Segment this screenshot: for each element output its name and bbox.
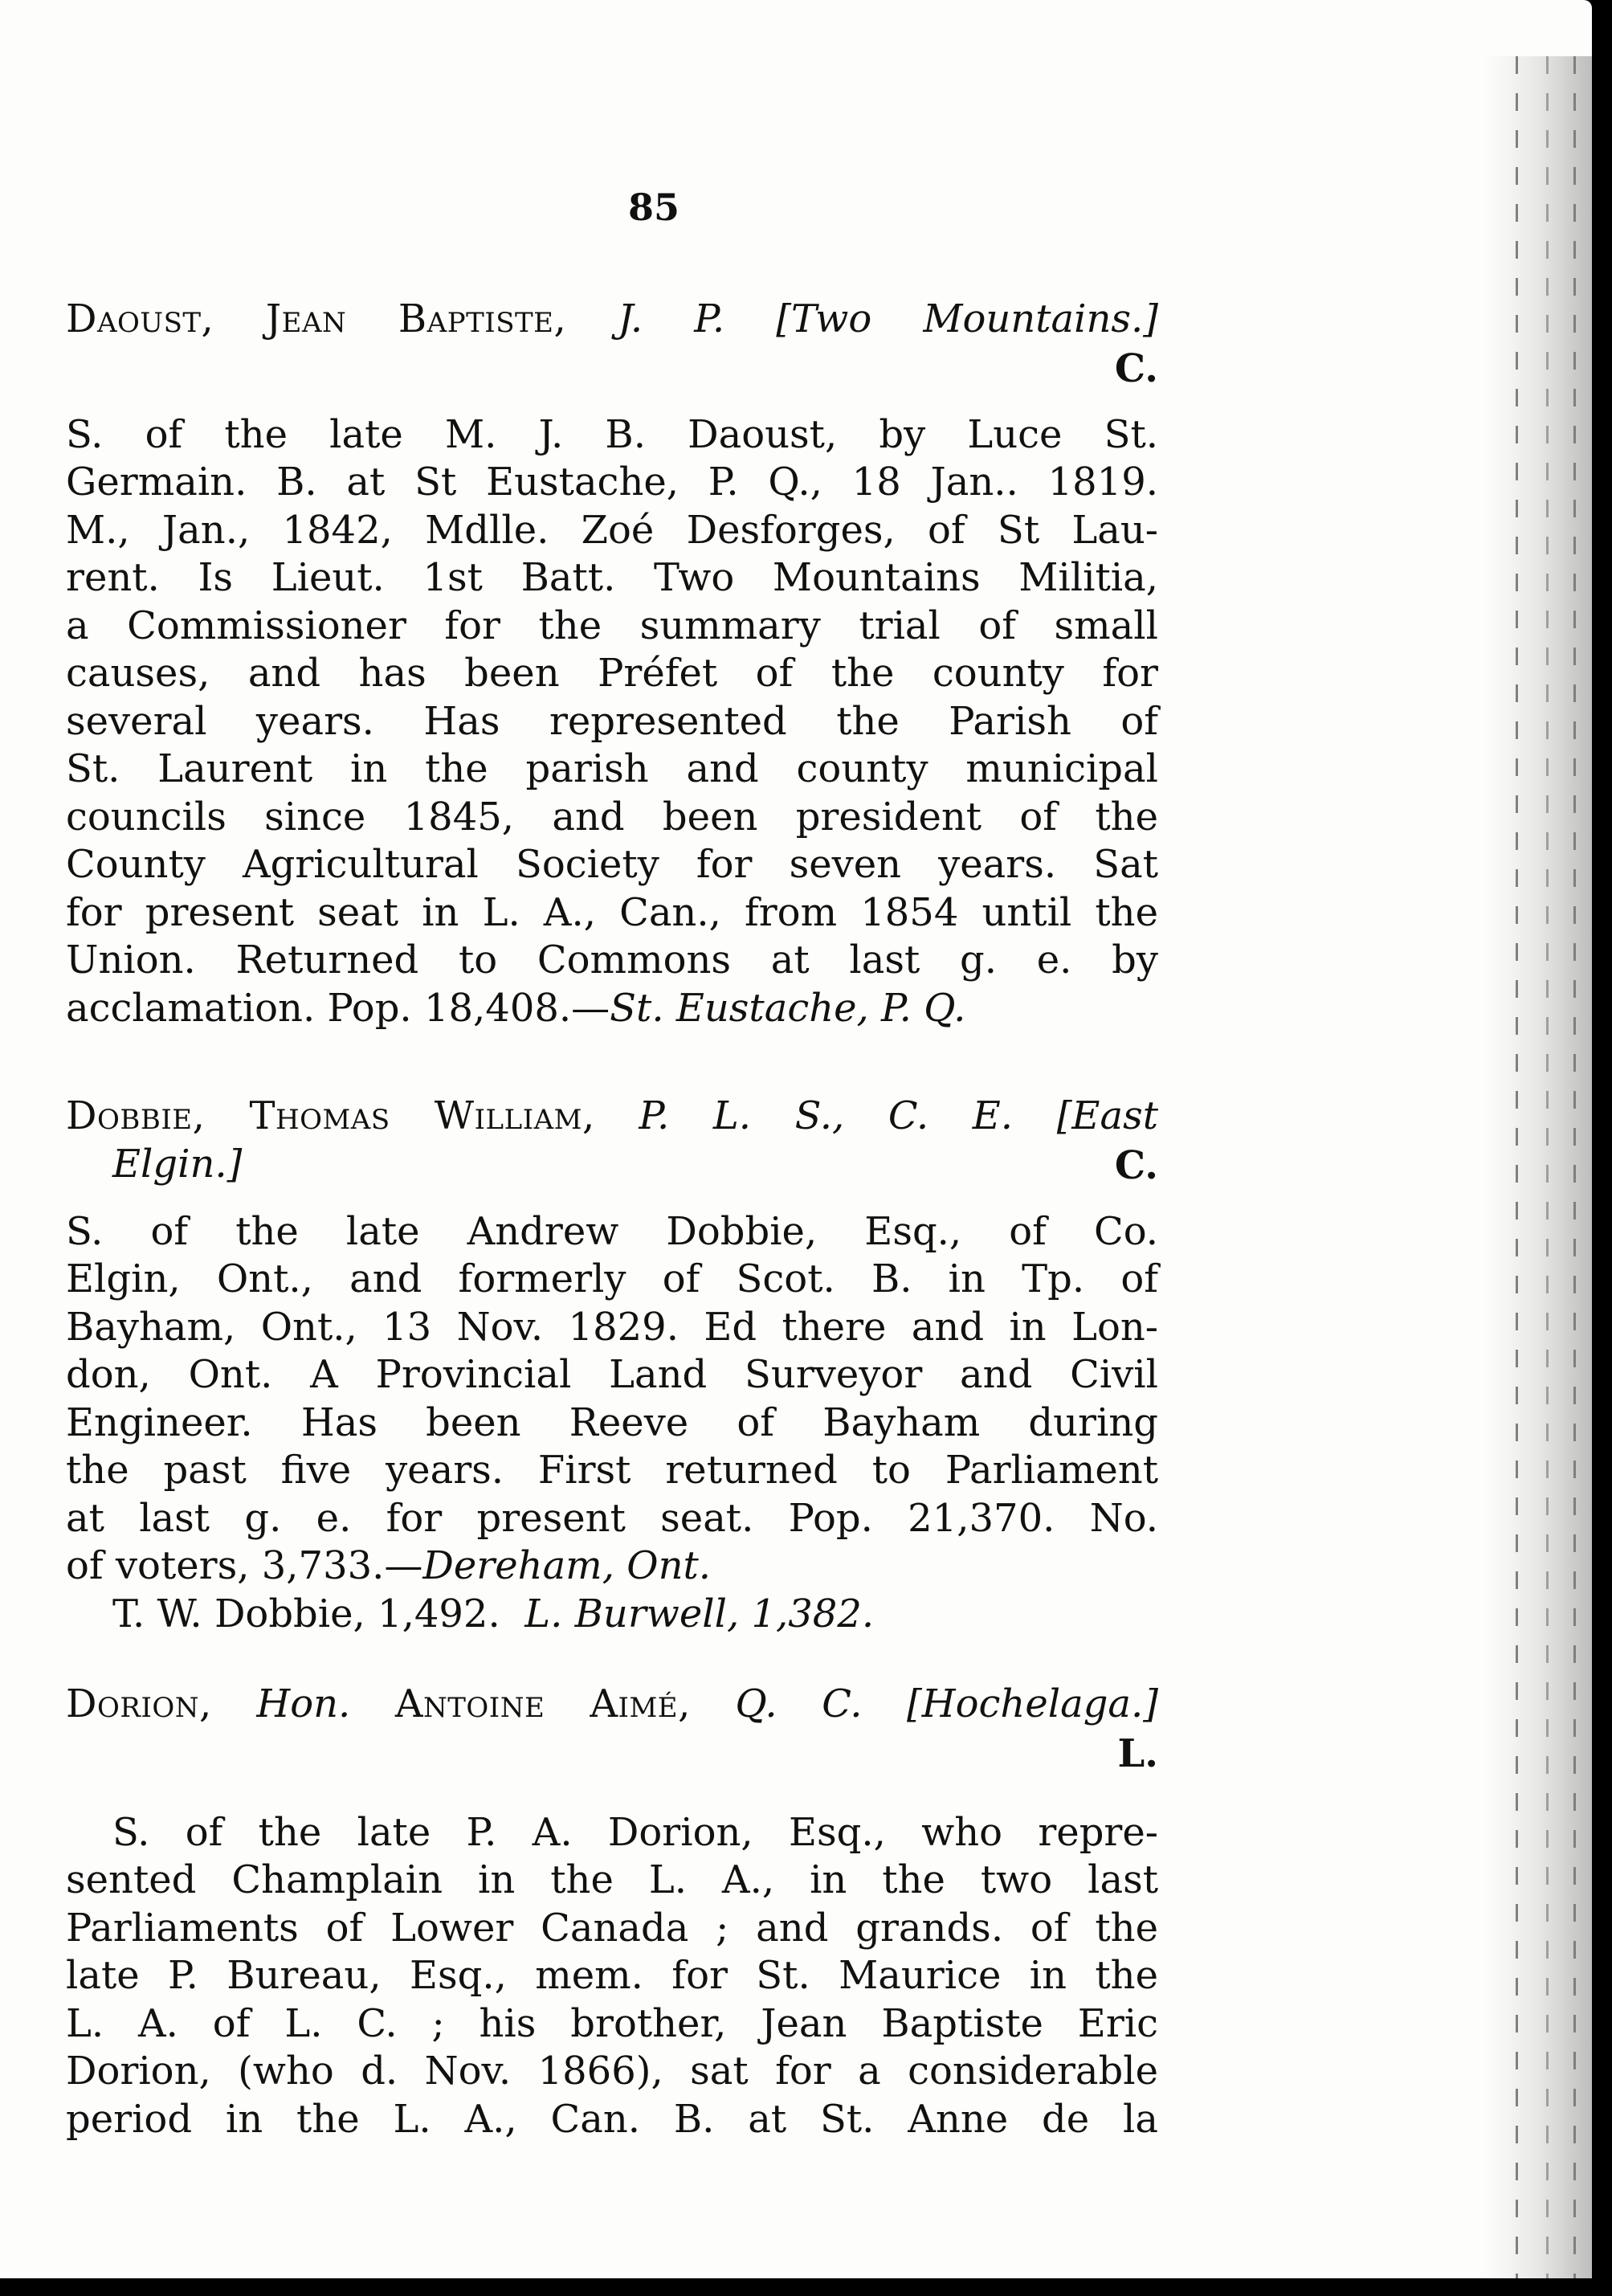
vote-loser: L. Burwell, 1,382. bbox=[524, 1591, 875, 1636]
binding-shadow-line bbox=[1516, 56, 1518, 2278]
biography-line: S. of the late Andrew Dobbie, Esq., of Co. bbox=[66, 1208, 1158, 1254]
member-given-names: Antoine Aimé, bbox=[394, 1681, 691, 1726]
member-name: Dorion, bbox=[66, 1681, 212, 1726]
member-degree: Q. C. bbox=[735, 1681, 863, 1726]
biography-line: County Agricultural Society for seven years. Sat bbox=[66, 842, 1158, 887]
biography-text bbox=[66, 1809, 1158, 2144]
page-number: 85 bbox=[628, 186, 680, 229]
party-affiliation: C. bbox=[1114, 1142, 1158, 1188]
biography-line bbox=[66, 1542, 1158, 1591]
biography-line: don, Ont. A Provincial Land Surveyor and Civil bbox=[66, 1352, 1158, 1397]
biography-line-text: acclamation. Pop. 18,408.— bbox=[66, 985, 610, 1031]
biography-line: period in the L. A., Can. B. at St. Anne de la bbox=[66, 2096, 1158, 2142]
biography-line: S. of the late M. J. B. Daoust, by Luce St. bbox=[66, 411, 1158, 457]
biography-line: Parliaments of Lower Canada ; and grands. of the bbox=[66, 1905, 1158, 1951]
biography-line: St. Laurent in the parish and county municipal bbox=[66, 746, 1158, 791]
biography-line: councils since 1845, and been president of the bbox=[66, 794, 1158, 840]
member-degree: J. P. bbox=[618, 296, 725, 341]
biography-line: Germain. B. at St Eustache, P. Q., 18 Jan.. 1819. bbox=[66, 460, 1158, 505]
member-degree: P. L. S., C. E. bbox=[639, 1093, 1014, 1138]
member-honorific: Hon. bbox=[256, 1681, 351, 1726]
biography-text bbox=[66, 1208, 1158, 1639]
member-name: Daoust, Jean Baptiste, bbox=[66, 296, 567, 341]
residence: St. Eustache, P. Q. bbox=[610, 985, 966, 1031]
constituency: [Hochelaga.] bbox=[907, 1681, 1159, 1726]
member-name: Dobbie, Thomas William, bbox=[66, 1093, 595, 1138]
biography-line: L. A. of L. C. ; his brother, Jean Baptiste Eric bbox=[66, 2000, 1158, 2046]
biography-line: S. of the late P. A. Dorion, Esq., who repre- bbox=[112, 1809, 1158, 1855]
biography-line: for present seat in L. A., Can., from 1854 until the bbox=[66, 889, 1158, 935]
party-affiliation: C. bbox=[1114, 345, 1158, 391]
biography-line: rent. Is Lieut. 1st Batt. Two Mountains Militia, bbox=[66, 555, 1158, 600]
entry-headline bbox=[66, 1681, 1158, 1729]
biography-line: the past five years. First returned to Parliament bbox=[66, 1448, 1158, 1493]
biography-line: at last g. e. for present seat. Pop. 21,370. No. bbox=[66, 1495, 1158, 1541]
biography-line: causes, and has been Préfet of the county for bbox=[66, 651, 1158, 696]
biography-line: Dorion, (who d. Nov. 1866), sat for a considerable bbox=[66, 2049, 1158, 2094]
biography-entry-dobbie bbox=[66, 1093, 1158, 1638]
biography-text bbox=[66, 411, 1158, 1033]
biography-entry-daoust bbox=[66, 296, 1158, 1032]
biography-line: M., Jan., 1842, Mdlle. Zoé Desforges, of St Lau- bbox=[66, 507, 1158, 553]
residence: Dereham, Ont. bbox=[422, 1543, 712, 1588]
biography-entry-dorion bbox=[66, 1681, 1158, 2143]
party-affiliation: L. bbox=[1117, 1730, 1158, 1776]
entry-headline-continued bbox=[66, 1141, 1158, 1191]
biography-line: Engineer. Has been Reeve of Bayham during bbox=[66, 1399, 1158, 1445]
vote-winner: T. W. Dobbie, 1,492. bbox=[112, 1591, 500, 1636]
biography-line: Bayham, Ont., 13 Nov. 1829. Ed there and in Lon- bbox=[66, 1304, 1158, 1350]
constituency: [East bbox=[1056, 1093, 1158, 1138]
binding-shadow-line bbox=[1573, 56, 1576, 2278]
election-result bbox=[66, 1591, 1158, 1639]
binding-shadow-line bbox=[1546, 56, 1549, 2278]
page-binding-edge bbox=[1483, 56, 1592, 2278]
entry-headline bbox=[66, 296, 1158, 344]
biography-line: Elgin, Ont., and formerly of Scot. B. in Tp. of bbox=[66, 1256, 1158, 1301]
biography-line: several years. Has represented the Parish of bbox=[66, 698, 1158, 744]
biography-line: sented Champlain in the L. A., in the two last bbox=[66, 1857, 1158, 1902]
constituency: [Two Mountains.] bbox=[776, 296, 1159, 341]
biography-line: late P. Bureau, Esq., mem. for St. Maurice in the bbox=[66, 1953, 1158, 1998]
biography-line-text: of voters, 3,733.— bbox=[66, 1543, 423, 1588]
biography-line: a Commissioner for the summary trial of small bbox=[66, 603, 1158, 648]
biography-line: Union. Returned to Commons at last g. e. by bbox=[66, 938, 1158, 983]
biography-line bbox=[66, 985, 1158, 1033]
entry-headline bbox=[66, 1093, 1158, 1141]
constituency-continued: Elgin.] bbox=[112, 1141, 243, 1187]
